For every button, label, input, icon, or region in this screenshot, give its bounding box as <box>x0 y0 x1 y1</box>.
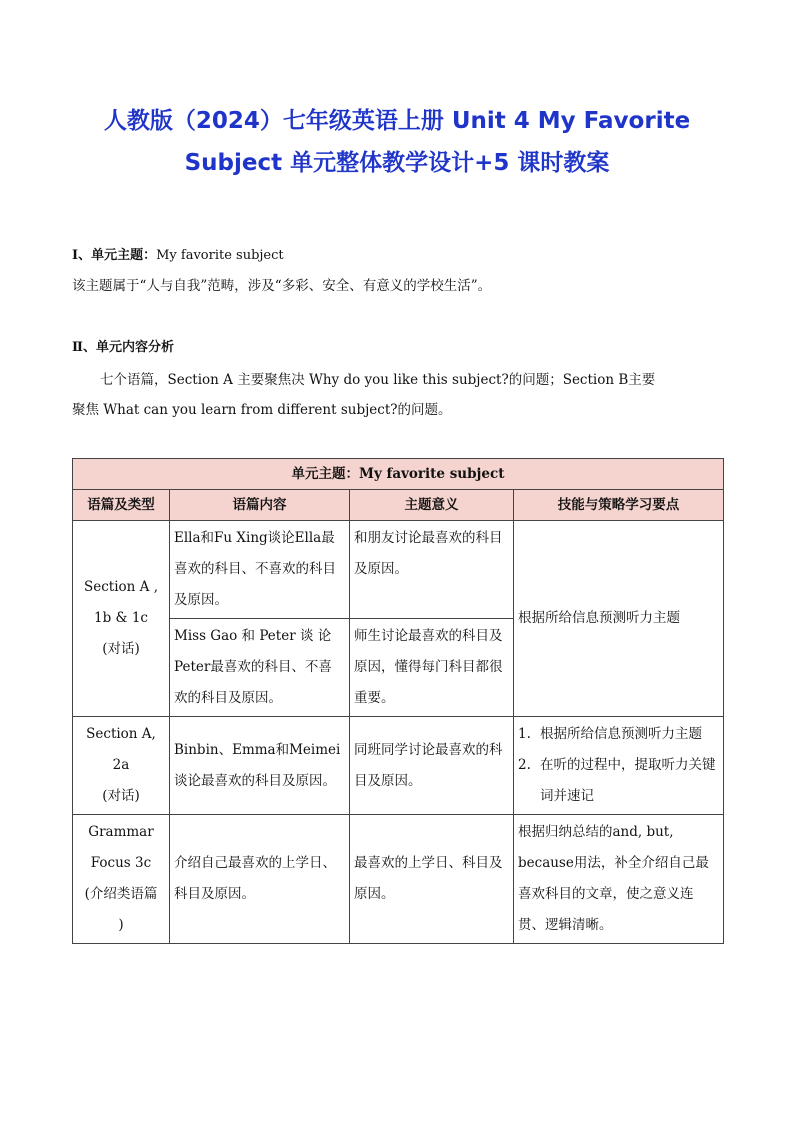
list-number: 1. <box>518 726 531 742</box>
row1-skills: 根据所给信息预测听力主题 <box>514 521 724 717</box>
row2-type-line: (对话) <box>102 788 140 804</box>
row2-skills <box>514 717 724 815</box>
row2-type <box>73 717 170 815</box>
row2-content: Binbin、Emma和Meimei谈论最喜欢的科目及原因。 <box>170 717 350 815</box>
list-item <box>518 719 719 750</box>
list-text: 在听的过程中，提取听力关键词并速记 <box>540 757 716 804</box>
row1-meaning-a: 和朋友讨论最喜欢的科目及原因。 <box>350 521 514 619</box>
row3-content: 介绍自己最喜欢的上学日、科目及原因。 <box>170 815 350 944</box>
list-number: 2. <box>518 757 531 773</box>
row3-type-line: Grammar <box>88 824 154 840</box>
list-item <box>518 750 719 812</box>
row3-type-line: ) <box>118 917 124 933</box>
table-row <box>73 815 724 944</box>
unit-topic-label: Ⅰ、单元主题： <box>72 248 157 263</box>
row1-content-b: Miss Gao 和 Peter 谈 论 Peter最喜欢的科目、不喜欢的科目及原因。 <box>170 619 350 717</box>
header-meaning: 主题意义 <box>350 490 514 521</box>
unit-topic-value: My favorite subject <box>156 248 284 263</box>
row3-type-line: Focus 3c <box>90 855 152 871</box>
row2-type-line: 2a <box>112 757 130 773</box>
row1-type-line: 1b & 1c <box>94 610 148 626</box>
row2-meaning: 同班同学讨论最喜欢的科目及原因。 <box>350 717 514 815</box>
table-row <box>73 521 724 619</box>
table-row <box>73 717 724 815</box>
document-title <box>60 100 734 184</box>
row1-content-a: Ella和Fu Xing谈论Ella最喜欢的科目、不喜欢的科目及原因。 <box>170 521 350 619</box>
row1-type-line: (对话) <box>102 641 140 657</box>
row3-skills: 根据归纳总结的and, but, because用法，补全介绍自己最喜欢科目的文章，使之意义连贯、逻辑清晰。 <box>514 815 724 944</box>
header-type: 语篇及类型 <box>73 490 170 521</box>
header-content: 语篇内容 <box>170 490 350 521</box>
row3-type-line: (介绍类语篇 <box>84 886 158 902</box>
unit-topic-description: 该主题属于“人与自我”范畴，涉及“多彩、安全、有意义的学校生活”。 <box>72 278 492 294</box>
header-skills: 技能与策略学习要点 <box>514 490 724 521</box>
content-analysis-line-2: 聚焦 What can you learn from different subject?的问题。 <box>72 402 452 418</box>
row1-type <box>73 521 170 717</box>
title-line-2: Subject 单元整体教学设计+5 课时教案 <box>184 150 610 176</box>
row3-type <box>73 815 170 944</box>
content-analysis-heading: Ⅱ、单元内容分析 <box>72 340 174 355</box>
row1-type-line: Section A , <box>84 579 158 595</box>
title-line-1: 人教版（2024）七年级英语上册 Unit 4 My Favorite <box>103 108 691 134</box>
unit-topic-heading <box>72 244 284 263</box>
list-text: 根据所给信息预测听力主题 <box>540 726 702 742</box>
unit-analysis-table <box>72 458 724 944</box>
row1-meaning-b: 师生讨论最喜欢的科目及原因，懂得每门科目都很重要。 <box>350 619 514 717</box>
table-title: 单元主题：My favorite subject <box>73 459 724 490</box>
content-analysis-line-1: 七个语篇，Section A 主要聚焦决 Why do you like this subject?的问题；Section B主要 <box>100 372 656 388</box>
row2-type-line: Section A, <box>86 726 156 742</box>
row3-meaning: 最喜欢的上学日、科目及原因。 <box>350 815 514 944</box>
